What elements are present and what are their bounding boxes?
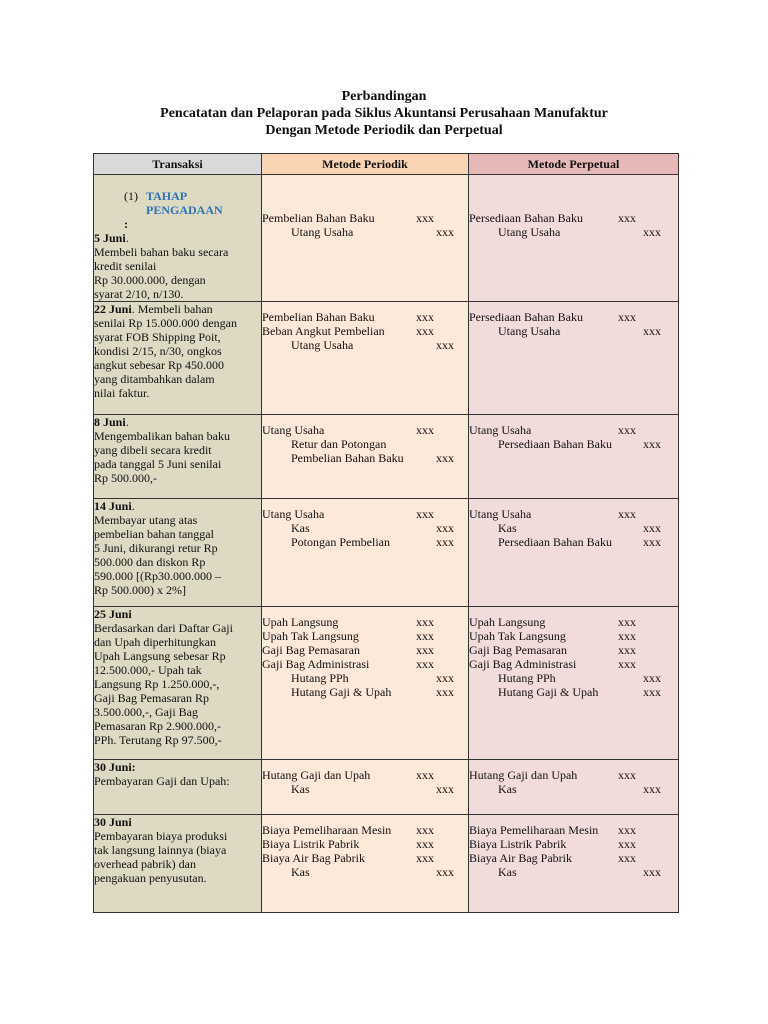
journal-cell-perpetual [469, 499, 679, 607]
journal-line [262, 423, 468, 437]
transaction-description-line: pembelian bahan tanggal [94, 527, 214, 541]
journal-account: Utang Usaha [262, 423, 325, 437]
journal-account: Biaya Pemeliharaan Mesin [262, 823, 392, 837]
journal-account: Upah Langsung [469, 615, 546, 629]
transaction-date: 14 Juni [94, 499, 132, 513]
journal-account: Hutang Gaji dan Upah [469, 768, 578, 782]
transaction-description-line: kredit senilai [94, 259, 157, 273]
journal-account: Hutang Gaji & Upah [291, 685, 392, 699]
journal-account: Kas [291, 782, 310, 796]
header-metode-perpetual: Metode Perpetual [469, 154, 679, 175]
journal-account: Utang Usaha [469, 507, 532, 521]
journal-account: Gaji Bag Administrasi [469, 657, 577, 671]
journal-amount: xxx [643, 782, 661, 796]
table-row [94, 175, 679, 302]
journal-amount: xxx [618, 657, 636, 671]
journal-account: Pembelian Bahan Baku [262, 310, 375, 324]
journal-amount: xxx [416, 851, 434, 865]
journal-account: Utang Usaha [291, 338, 354, 352]
transaction-description-line: overhead pabrik) dan [94, 857, 196, 871]
journal-cell-perpetual [469, 760, 679, 815]
transaction-description-line: pengakuan penyusutan. [94, 871, 207, 885]
transaction-date-line [94, 499, 261, 513]
document-title [0, 88, 768, 139]
header-row [94, 154, 679, 175]
table-row [94, 815, 679, 913]
table-row [94, 302, 679, 415]
journal-line [469, 535, 678, 549]
transaction-date: 25 Juni [94, 607, 132, 621]
journal-account: Kas [498, 782, 517, 796]
transaction-date: 30 Juni [94, 815, 132, 829]
journal-line [469, 851, 678, 865]
journal-line [262, 657, 468, 671]
journal-line [262, 823, 468, 837]
journal-amount: xxx [436, 338, 454, 352]
journal-account: Gaji Bag Administrasi [262, 657, 370, 671]
journal-line [262, 535, 468, 549]
journal-account: Hutang Gaji dan Upah [262, 768, 371, 782]
transaction-description-line: PPh. Terutang Rp 97.500,- [94, 733, 222, 747]
journal-amount: xxx [618, 615, 636, 629]
journal-amount: xxx [416, 310, 434, 324]
journal-amount: xxx [643, 437, 661, 451]
journal-account: Pembelian Bahan Baku [262, 211, 375, 225]
transaction-description-line: Mengembalikan bahan baku [94, 429, 230, 443]
journal-line [469, 643, 678, 657]
journal-cell-perpetual [469, 302, 679, 415]
journal-line [469, 437, 678, 451]
journal-cell-periodik [262, 302, 469, 415]
transaction-date-suffix: . [131, 499, 135, 513]
journal-line [469, 521, 678, 535]
journal-line [262, 324, 468, 338]
journal-account: Hutang PPh [291, 671, 349, 685]
transaction-date: 8 Juni [94, 415, 126, 429]
transaction-description-line: Upah Langsung sebesar Rp [94, 649, 226, 663]
journal-cell-periodik [262, 815, 469, 913]
journal-account: Upah Tak Langsung [262, 629, 359, 643]
journal-line [262, 643, 468, 657]
transaction-date: 22 Juni [94, 302, 132, 316]
journal-line [262, 768, 468, 782]
journal-amount: xxx [436, 535, 454, 549]
journal-line [469, 310, 678, 324]
transaction-date-line [94, 760, 261, 774]
stage-label: TAHAP PENGADAAN [146, 189, 223, 217]
journal-amount: xxx [618, 211, 636, 225]
journal-account: Retur dan Potongan [291, 437, 387, 451]
transaction-description-line: kondisi 2/15, n/30, ongkos [94, 344, 222, 358]
transaction-description-line: Langsung Rp 1.250.000,-, [94, 677, 220, 691]
journal-line [262, 225, 468, 239]
transaksi-cell [94, 415, 262, 499]
journal-cell-perpetual [469, 415, 679, 499]
transaction-date-line [94, 815, 261, 829]
comparison-table [93, 153, 679, 913]
journal-account: Biaya Air Bag Pabrik [469, 851, 572, 865]
transaction-description-line: syarat FOB Shipping Poit, [94, 330, 221, 344]
journal-amount: xxx [643, 535, 661, 549]
transaksi-cell [94, 175, 262, 302]
journal-amount: xxx [416, 823, 434, 837]
journal-amount: xxx [643, 671, 661, 685]
journal-amount: xxx [436, 451, 454, 465]
journal-line [262, 671, 468, 685]
journal-amount: xxx [618, 643, 636, 657]
transaction-description-line: Membayar utang atas [94, 513, 198, 527]
journal-line [469, 768, 678, 782]
transaction-date-line [94, 415, 261, 429]
table-row [94, 499, 679, 607]
transaction-description-line: 12.500.000,- Upah tak [94, 663, 202, 677]
journal-account: Persediaan Bahan Baku [498, 437, 612, 451]
journal-account: Gaji Bag Pemasaran [469, 643, 567, 657]
stage-number: (1) [124, 189, 138, 203]
journal-line [469, 823, 678, 837]
journal-account: Kas [291, 521, 310, 535]
transaksi-cell [94, 607, 262, 760]
journal-account: Potongan Pembelian [291, 535, 390, 549]
journal-line [469, 629, 678, 643]
journal-account: Hutang Gaji & Upah [498, 685, 599, 699]
transaction-description-line: 590.000 [(Rp30.000.000 – [94, 569, 221, 583]
journal-amount: xxx [618, 768, 636, 782]
journal-amount: xxx [416, 615, 434, 629]
transaction-description-line: dan Upah diperhitungkan [94, 635, 216, 649]
journal-amount: xxx [618, 310, 636, 324]
title-line-3: Dengan Metode Periodik dan Perpetual [265, 123, 503, 138]
table-row [94, 760, 679, 815]
transaction-date: 30 Juni: [94, 760, 136, 774]
transaksi-cell [94, 815, 262, 913]
header-metode-periodik: Metode Periodik [262, 154, 469, 175]
journal-line [469, 507, 678, 521]
journal-cell-perpetual [469, 815, 679, 913]
journal-cell-perpetual [469, 607, 679, 760]
journal-amount: xxx [416, 629, 434, 643]
journal-cell-periodik [262, 415, 469, 499]
journal-line [262, 451, 468, 465]
transaction-description-line: Membeli bahan baku secara [94, 245, 229, 259]
journal-amount: xxx [416, 324, 434, 338]
journal-amount: xxx [416, 507, 434, 521]
journal-amount: xxx [436, 225, 454, 239]
journal-amount: xxx [436, 782, 454, 796]
journal-account: Utang Usaha [498, 324, 561, 338]
transaction-description-line: pada tanggal 5 Juni senilai [94, 457, 222, 471]
transaction-date-line [94, 302, 261, 316]
transaction-description-line: nilai faktur. [94, 386, 150, 400]
journal-account: Upah Tak Langsung [469, 629, 566, 643]
journal-cell-periodik [262, 607, 469, 760]
journal-account: Biaya Listrik Pabrik [262, 837, 360, 851]
transaction-description-line: Pembayaran Gaji dan Upah: [94, 774, 230, 788]
table-row [94, 607, 679, 760]
journal-account: Persediaan Bahan Baku [498, 535, 612, 549]
journal-amount: xxx [416, 643, 434, 657]
journal-line [262, 521, 468, 535]
transaction-description-line: angkut sebesar Rp 450.000 [94, 358, 224, 372]
transaksi-cell [94, 302, 262, 415]
transaction-description-line: Rp 500.000,- [94, 471, 157, 485]
journal-cell-periodik [262, 175, 469, 302]
transaction-date-suffix: . Membeli bahan [131, 302, 213, 316]
transaction-description-line: yang ditambahkan dalam [94, 372, 215, 386]
transaction-description-line: yang dibeli secara kredit [94, 443, 212, 457]
journal-account: Persediaan Bahan Baku [469, 211, 583, 225]
table-row [94, 415, 679, 499]
journal-account: Hutang PPh [498, 671, 556, 685]
transaction-description-line: syarat 2/10, n/130. [94, 287, 184, 301]
journal-amount: xxx [643, 521, 661, 535]
journal-cell-periodik [262, 499, 469, 607]
transaction-date: 5 Juni [94, 231, 126, 245]
journal-amount: xxx [618, 837, 636, 851]
transaction-description-line: Berdasarkan dari Daftar Gaji [94, 621, 233, 635]
journal-account: Pembelian Bahan Baku [291, 451, 404, 465]
journal-account: Utang Usaha [291, 225, 354, 239]
transaction-description-line: Rp 500.000) x 2%] [94, 583, 186, 597]
journal-amount: xxx [416, 423, 434, 437]
journal-amount: xxx [436, 865, 454, 879]
journal-amount: xxx [416, 768, 434, 782]
journal-amount: xxx [416, 657, 434, 671]
journal-account: Kas [498, 521, 517, 535]
stage-colon: : [124, 217, 128, 231]
journal-line [469, 225, 678, 239]
transaction-description-line: senilai Rp 15.000.000 dengan [94, 316, 237, 330]
transaction-description-line: Rp 30.000.000, dengan [94, 273, 206, 287]
transaction-description-line: 3.500.000,-, Gaji Bag [94, 705, 198, 719]
journal-amount: xxx [618, 823, 636, 837]
journal-line [262, 615, 468, 629]
journal-account: Upah Langsung [262, 615, 339, 629]
journal-account: Kas [498, 865, 517, 879]
title-line-2: Pencatatan dan Pelaporan pada Siklus Akuntansi Perusahaan Manufaktur [160, 106, 608, 121]
journal-account: Kas [291, 865, 310, 879]
transaction-date-suffix: . [125, 415, 129, 429]
journal-line [469, 423, 678, 437]
journal-line [262, 211, 468, 225]
transaction-description-line: tak langsung lainnya (biaya [94, 843, 227, 857]
journal-amount: xxx [618, 423, 636, 437]
journal-line [469, 211, 678, 225]
journal-line [262, 837, 468, 851]
journal-line [262, 851, 468, 865]
journal-line [262, 865, 468, 879]
journal-account: Biaya Pemeliharaan Mesin [469, 823, 599, 837]
journal-account: Gaji Bag Pemasaran [262, 643, 360, 657]
journal-line [469, 782, 678, 796]
journal-line [262, 310, 468, 324]
journal-line [262, 507, 468, 521]
journal-account: Biaya Air Bag Pabrik [262, 851, 365, 865]
journal-line [469, 837, 678, 851]
journal-line [262, 782, 468, 796]
transaction-description-line: Gaji Bag Pemasaran Rp [94, 691, 209, 705]
journal-cell-periodik [262, 760, 469, 815]
transaction-date-suffix: . [125, 231, 129, 245]
journal-account: Utang Usaha [262, 507, 325, 521]
transaction-description-line: Pembayaran biaya produksi [94, 829, 228, 843]
journal-account: Persediaan Bahan Baku [469, 310, 583, 324]
journal-line [262, 685, 468, 699]
journal-amount: xxx [416, 837, 434, 851]
title-line-1: Perbandingan [341, 89, 427, 104]
journal-account: Utang Usaha [498, 225, 561, 239]
transaction-description-line: 5 Juni, dikurangi retur Rp [94, 541, 218, 555]
journal-account: Biaya Listrik Pabrik [469, 837, 567, 851]
journal-line [469, 615, 678, 629]
journal-amount: xxx [618, 629, 636, 643]
journal-line [262, 338, 468, 352]
journal-amount: xxx [436, 671, 454, 685]
transaction-description-line: Pemasaran Rp 2.900.000,- [94, 719, 221, 733]
journal-line [469, 671, 678, 685]
journal-cell-perpetual [469, 175, 679, 302]
journal-account: Utang Usaha [469, 423, 532, 437]
journal-line [469, 657, 678, 671]
journal-amount: xxx [618, 851, 636, 865]
journal-line [469, 685, 678, 699]
transaction-description-line: 500.000 dan diskon Rp [94, 555, 206, 569]
journal-account: Beban Angkut Pembelian [262, 324, 385, 338]
journal-amount: xxx [643, 865, 661, 879]
journal-line [262, 629, 468, 643]
journal-amount: xxx [643, 225, 661, 239]
transaksi-cell [94, 760, 262, 815]
journal-amount: xxx [643, 324, 661, 338]
journal-amount: xxx [416, 211, 434, 225]
transaction-date-line [94, 231, 261, 245]
journal-amount: xxx [643, 685, 661, 699]
transaction-date-line [94, 607, 261, 621]
journal-amount: xxx [436, 521, 454, 535]
journal-amount: xxx [436, 685, 454, 699]
journal-line [469, 865, 678, 879]
journal-line [262, 437, 468, 451]
header-transaksi: Transaksi [94, 154, 262, 175]
journal-line [469, 324, 678, 338]
transaksi-cell [94, 499, 262, 607]
stage-heading [94, 189, 261, 231]
journal-amount: xxx [618, 507, 636, 521]
